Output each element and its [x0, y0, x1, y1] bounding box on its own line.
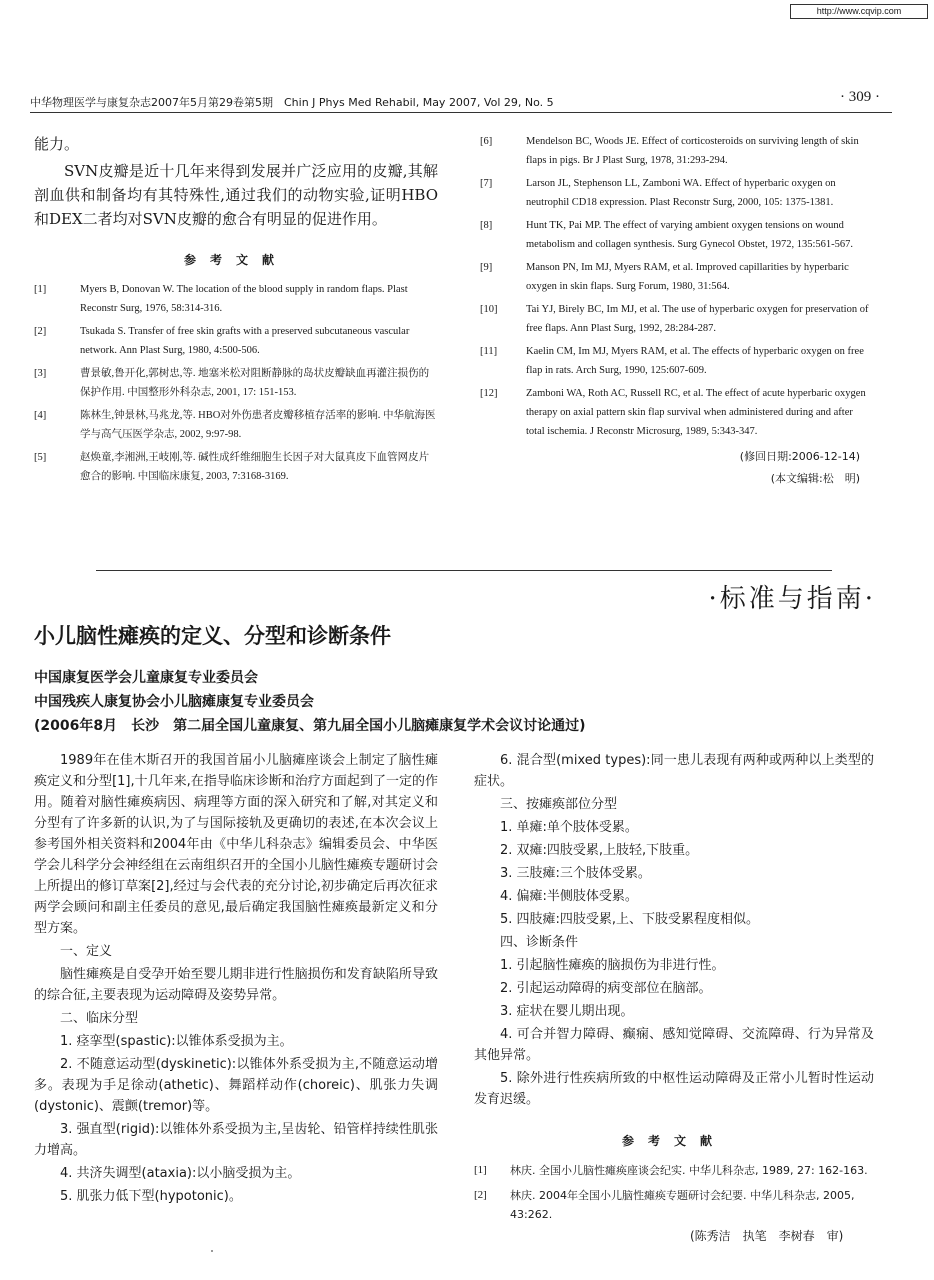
reference-item [34, 364, 438, 402]
body-paragraph: 二、临床分型 [60, 1011, 139, 1026]
reference-text: Larson JL, Stephenson LL, Zamboni WA. Effect of hyperbaric oxygen on neutrophil CD18 expression. Plast Reconstr Surg, 2000, 105: 1375-1381. [526, 178, 836, 208]
authors-block [34, 666, 586, 738]
body-paragraph: 5. 肌张力低下型(hypotonic)。 [60, 1189, 242, 1204]
author-line: (2006年8月 长沙 第二届全国儿童康复、第九届全国小儿脑瘫康复学术会议讨论通过) [34, 718, 586, 734]
article-refs-list [474, 1161, 874, 1224]
article-right-column [474, 750, 874, 1230]
reference-text: Zamboni WA, Roth AC, Russell RC, et al. The effect of acute hyperbaric oxygen therapy on axial pattern skin flap survival when administered during and after total ischemia. J Reconstr Microsurg, 1989, 5:343-347. [526, 388, 866, 437]
body-paragraph: 四、诊断条件 [500, 935, 579, 950]
reference-number: [11] [480, 346, 498, 357]
article-title: 小儿脑性瘫痪的定义、分型和诊断条件 [34, 624, 391, 648]
reference-number: [3] [34, 368, 47, 379]
reference-item [480, 384, 874, 441]
body-paragraph: 2. 不随意运动型(dyskinetic):以锥体外系受损为主,不随意运动增多。表现为手足徐动(athetic)、舞蹈样动作(choreic)、肌张力失调(dystonic)、震颤(tremor)等。 [34, 1057, 438, 1114]
body-paragraph: 3. 三肢瘫:三个肢体受累。 [500, 866, 651, 881]
reference-text: Manson PN, Im MJ, Myers RAM, et al. Improved capillarities by hyperbaric oxygen in skin flaps. Surg Forum, 1980, 31:564. [526, 262, 849, 292]
article-right-body [474, 750, 874, 1110]
author-credit: (陈秀洁 执笔 李树春 审) [690, 1229, 844, 1243]
body-paragraph: 1. 单瘫:单个肢体受累。 [500, 820, 638, 835]
reference-text: Tsukada S. Transfer of free skin grafts with a preserved subcutaneous vascular network. Ann Plast Surg, 1980, 4:500-506. [80, 326, 410, 356]
reference-text: Kaelin CM, Im MJ, Myers RAM, et al. The effects of hyperbaric oxygen on free flap in rats. Arch Surg, 1990, 125:607-609. [526, 346, 864, 376]
prev-article-conclusion: SVN皮瓣是近十几年来得到发展并广泛应用的皮瓣,其解剖血供和制备均有其特殊性,通过我们的动物实验,证明HBO和DEX二者均对SVN皮瓣的愈合有明显的促进作用。 [34, 162, 438, 228]
reference-item [34, 322, 438, 360]
reference-item [34, 406, 438, 444]
reference-text: 赵焕童,李湘洲,王岐刚,等. 碱性成纤维细胞生长因子对大鼠真皮下血管网皮片愈合的影响. 中国临床康复, 2003, 7:3168-3169. [80, 452, 430, 482]
reference-number: [2] [474, 1189, 487, 1201]
reference-number: [5] [34, 452, 47, 463]
body-paragraph: 5. 除外进行性疾病所致的中枢性运动障碍及正常小儿暂时性运动发育迟缓。 [474, 1071, 874, 1107]
body-paragraph: 5. 四肢瘫:四肢受累,上、下肢受累程度相似。 [500, 912, 760, 927]
reference-number: [2] [34, 326, 47, 337]
reference-text: Tai YJ, Birely BC, Im MJ, et al. The use of hyperbaric oxygen for preservation of free flaps. Ann Plast Surg, 1992, 28:284-287. [526, 304, 869, 334]
body-paragraph: 4. 偏瘫:半侧肢体受累。 [500, 889, 638, 904]
reference-item [480, 300, 874, 338]
body-paragraph: 2. 双瘫:四肢受累,上肢轻,下肢重。 [500, 843, 699, 858]
article-divider [96, 570, 832, 571]
reference-number: [1] [34, 284, 47, 295]
reference-number: [9] [480, 262, 493, 273]
prev-article-right-column [480, 132, 874, 488]
prev-refs-list-right [480, 132, 874, 441]
journal-citation: 中华物理医学与康复杂志2007年5月第29卷第5期 Chin J Phys Med Rehabil, May 2007, Vol 29, No. 5 [30, 96, 554, 109]
body-paragraph: 4. 可合并智力障碍、癫痫、感知觉障碍、交流障碍、行为异常及其他异常。 [474, 1027, 874, 1063]
body-paragraph: 2. 引起运动障碍的病变部位在脑部。 [500, 981, 712, 996]
reference-text: Myers B, Donovan W. The location of the blood supply in random flaps. Plast Reconstr Surg, 1976, 58:314-316. [80, 284, 408, 314]
reference-item [480, 342, 874, 380]
body-paragraph: 1989年在佳木斯召开的我国首届小儿脑瘫座谈会上制定了脑性瘫痪定义和分型[1],十几年来,在指导临床诊断和治疗方面起到了一定的作用。随着对脑性瘫痪病因、病理等方面的深入研究和了解,对其定义和分型有了许多新的认识,为了与国际接轨及更确切的表述,在本次会议上参考国外相关资料和2004年由《中华儿科杂志》编辑委员会、中华医学会儿科学分会神经组在云南组织召开的全国小儿脑性瘫痪专题研讨会上所提出的修订草案[2],经过与会代表的充分讨论,初步确定后再次征求两学会顾问和副主任委员的意见,最后确定我国脑性瘫痪最新定义和分型方案。 [34, 753, 438, 936]
author-line: 中国康复医学会儿童康复专业委员会 [34, 670, 258, 686]
prev-article-lead: 能力。 [34, 135, 80, 153]
reference-number: [10] [480, 304, 498, 315]
reference-item [480, 216, 874, 254]
reference-number: [8] [480, 220, 493, 231]
reference-text: 林庆. 2004年全国小儿脑性瘫痪专题研讨会纪要. 中华儿科杂志, 2005, 43:262. [510, 1189, 855, 1221]
reference-number: [4] [34, 410, 47, 421]
reference-text: 林庆. 全国小儿脑性瘫痪座谈会纪实. 中华儿科杂志, 1989, 27: 162-163. [510, 1164, 868, 1177]
body-paragraph: 脑性瘫痪是自受孕开始至婴儿期非进行性脑损伤和发育缺陷所导致的综合征,主要表现为运动障碍及姿势异常。 [34, 967, 438, 1003]
running-header [30, 89, 892, 113]
section-heading: ·标准与指南· [708, 584, 876, 614]
article-refs-heading: 参考文献 [621, 1134, 726, 1148]
stray-mark [211, 1250, 213, 1252]
editor-note: (本文编辑:松 明) [770, 472, 860, 485]
reference-item [474, 1161, 874, 1180]
reference-item [480, 174, 874, 212]
reference-number: [7] [480, 178, 493, 189]
body-paragraph: 三、按瘫痪部位分型 [500, 797, 618, 812]
prev-refs-list-left [34, 280, 438, 486]
body-paragraph: 3. 强直型(rigid):以锥体外系受损为主,呈齿轮、铅管样持续性肌张力增高。 [34, 1122, 438, 1158]
reference-number: [12] [480, 388, 498, 399]
body-paragraph: 1. 痉挛型(spastic):以锥体系受损为主。 [60, 1034, 293, 1049]
body-paragraph: 6. 混合型(mixed types):同一患儿表现有两种或两种以上类型的症状。 [474, 753, 874, 789]
page-number: · 309 · [840, 89, 880, 105]
reference-text: Hunt TK, Pai MP. The effect of varying ambient oxygen tensions on wound metabolism and collagen synthesis. Surg Gynecol Obstet, 1972, 135:561-567. [526, 220, 854, 250]
received-date: (修回日期:2006-12-14) [739, 450, 860, 463]
body-paragraph: 一、定义 [60, 944, 113, 959]
body-paragraph: 1. 引起脑性瘫痪的脑损伤为非进行性。 [500, 958, 725, 973]
reference-text: Mendelson BC, Woods JE. Effect of corticosteroids on surviving length of skin flaps in pigs. Br J Plast Surg, 1978, 31:293-294. [526, 136, 859, 166]
reference-number: [1] [474, 1164, 487, 1176]
source-url: http://www.cqvip.com [790, 4, 928, 19]
prev-refs-heading: 参考文献 [183, 253, 288, 267]
author-line: 中国残疾人康复协会小儿脑瘫康复专业委员会 [34, 694, 314, 710]
prev-article-left-column [34, 132, 438, 490]
body-paragraph: 4. 共济失调型(ataxia):以小脑受损为主。 [60, 1166, 301, 1181]
reference-item [480, 258, 874, 296]
reference-number: [6] [480, 136, 493, 147]
reference-item [480, 132, 874, 170]
article-left-column [34, 750, 438, 1209]
reference-item [34, 448, 438, 486]
reference-text: 陈林生,钟景林,马兆龙,等. HBO对外伤患者皮瓣移植存活率的影响. 中华航海医学与高气压医学杂志, 2002, 9:97-98. [80, 410, 436, 440]
reference-item [474, 1186, 874, 1224]
reference-text: 曹景敏,鲁开化,郭树忠,等. 地塞米松对阻断静脉的岛状皮瓣缺血再灌注损伤的保护作用. 中国整形外科杂志, 2001, 17: 151-153. [80, 368, 430, 398]
reference-item [34, 280, 438, 318]
body-paragraph: 3. 症状在婴儿期出现。 [500, 1004, 634, 1019]
